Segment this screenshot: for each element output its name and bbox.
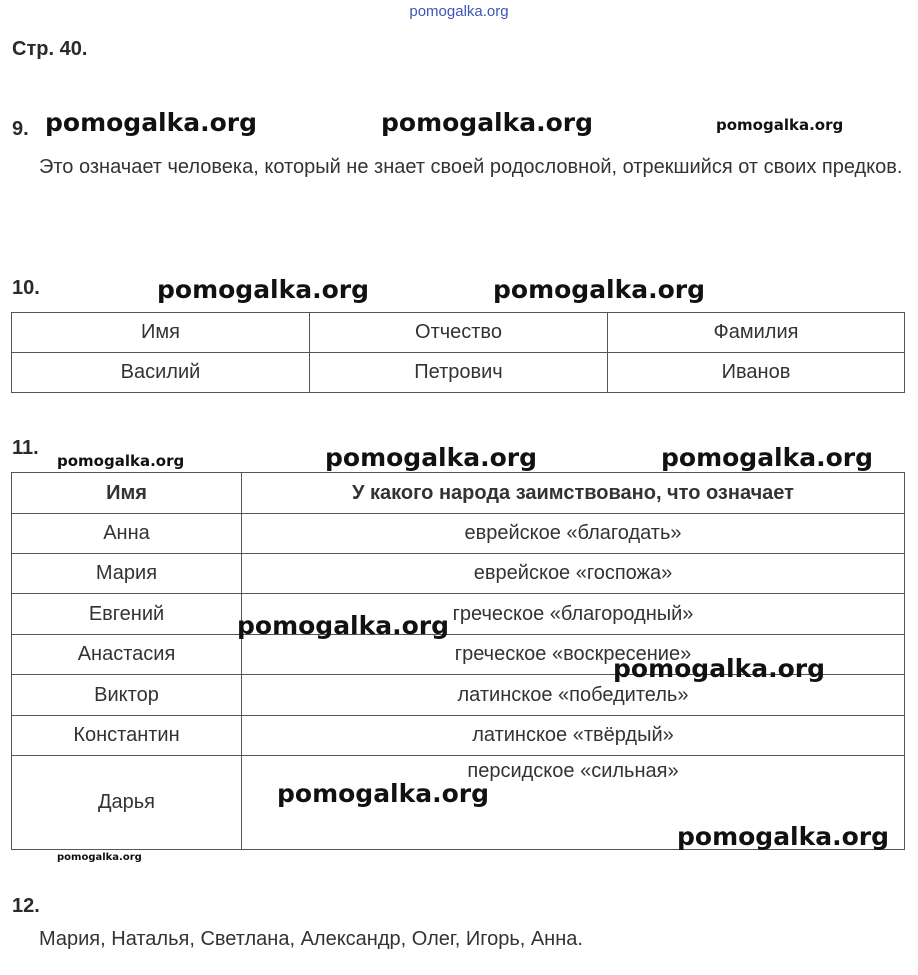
table-row <box>12 554 905 594</box>
table-row <box>12 594 905 635</box>
watermark: pomogalka.org <box>57 452 185 470</box>
table-row <box>12 514 905 554</box>
column-header: Имя <box>12 313 310 353</box>
name-cell: Константин <box>12 716 242 756</box>
name-cell: Анастасия <box>12 635 242 675</box>
task-9-number: 9. <box>12 118 29 140</box>
meaning-cell: латинское «твёрдый» <box>242 716 905 756</box>
watermark: pomogalka.org <box>325 443 538 472</box>
column-header: Фамилия <box>608 313 905 353</box>
name-cell: Евгений <box>12 594 242 635</box>
name-cell: Мария <box>12 554 242 594</box>
meaning-cell: еврейское «госпожа» <box>242 554 905 594</box>
watermark: pomogalka.org <box>277 779 490 808</box>
meaning-cell: греческое «благородный» <box>242 594 905 635</box>
page-reference: Стр. 40. <box>12 38 88 60</box>
watermark: pomogalka.org <box>716 116 844 134</box>
name-parts-table <box>11 312 905 393</box>
name-cell: Дарья <box>12 756 242 850</box>
watermark: pomogalka.org <box>381 108 594 137</box>
watermark: pomogalka.org <box>45 108 258 137</box>
meaning-cell: латинское «победитель» <box>242 675 905 716</box>
table-row <box>12 716 905 756</box>
watermark: pomogalka.org <box>237 611 450 640</box>
column-header: Отчество <box>310 313 608 353</box>
watermark: pomogalka.org <box>57 852 142 863</box>
task-11-number: 11. <box>12 437 39 459</box>
watermark: pomogalka.org <box>677 822 890 851</box>
watermark-top[interactable]: pomogalka.org <box>409 3 509 20</box>
table-row <box>12 353 905 393</box>
task-9-text: Это означает человека, который не знает своей родословной, отрекшийся от своих предков. <box>39 156 903 178</box>
table-cell: Василий <box>12 353 310 393</box>
watermark: pomogalka.org <box>157 275 370 304</box>
task-10-number: 10. <box>12 277 40 299</box>
meaning-cell: еврейское «благодать» <box>242 514 905 554</box>
column-header: Имя <box>12 473 242 514</box>
name-cell: Анна <box>12 514 242 554</box>
name-cell: Виктор <box>12 675 242 716</box>
meaning-cell: греческое «воскресение» <box>242 635 905 675</box>
meaning-cell: персидское «сильная» <box>242 756 905 850</box>
task-12-text: Мария, Наталья, Светлана, Александр, Олег, Игорь, Анна. <box>39 928 583 950</box>
table-cell: Иванов <box>608 353 905 393</box>
task-12-number: 12. <box>12 895 40 917</box>
column-header: У какого народа заимствовано, что означает <box>242 473 905 514</box>
table-cell: Петрович <box>310 353 608 393</box>
watermark: pomogalka.org <box>493 275 706 304</box>
watermark: pomogalka.org <box>613 654 826 683</box>
watermark: pomogalka.org <box>661 443 874 472</box>
